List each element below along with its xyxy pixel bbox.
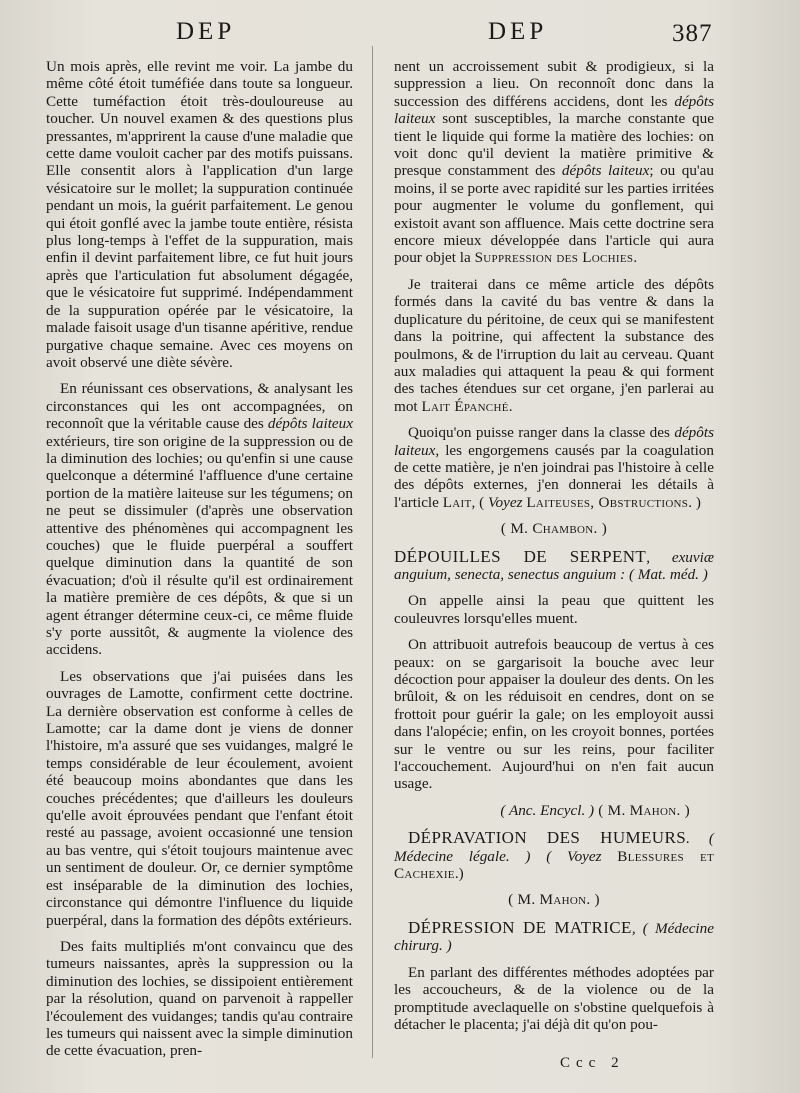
author-signature: ( Anc. Encycl. ) ( M. Mahon. ) [500,801,690,819]
cross-reference: Suppression des Lochies [474,249,634,267]
page-number: 387 [672,20,713,47]
right-column [394,58,714,1069]
italic-term: dépôts laiteux [561,162,650,180]
headword: DÉPRESSION DE MATRICE [408,917,632,937]
headword: DÉPRAVATION DES HUMEURS [408,828,687,848]
column-rule [372,46,373,1058]
headword: DÉPOUILLES DE SERPENT [394,546,647,566]
paragraph: Quoiqu'on puisse ranger dans la classe des dépôts laiteux, les engorgemens causés par la coagulation de cette matière, je n'en joindrai pas l'histoire à celle des dépôts externes, j'en donnerai les détails à l'article Lait, ( Voyez Laiteuses, Obstructions. ) [394,424,714,511]
paragraph: nent un accroissement subit & prodigieux, si la suppression a lieu. On reconnoît donc dans la succession des différens accidens, dont les dépôts laiteux sont susceptibles, la marche constante que tient le liquide qui forme la matière des lochies: on voit donc qu'il devient la matière primitive & presque constamment des dépôts laiteux; ou qu'au moins, il se porte avec rapidité sur les parties irritées pour augmenter le volume du gonflement, qui existoit avant son affluence. Mais cette doctrine sera encore mieux développée dans l'article qui aura pour objet la Suppression des Lochies. [394,58,714,267]
paragraph: Je traiterai dans ce même article des dépôts formés dans la cavité du bas ventre & dans la duplicature du péritoine, de ceux qui se manifestent dans la poitrine, qui affectent la substance des poulmons, & de l'irruption du lait au cerveau. Quant aux maladies qui attaquent la peau & qui forment des taches étendues sur cet organe, j'en parlerai au mot Lait Épanché. [394,275,714,415]
author-signature: ( M. Chambon. ) [500,520,608,538]
italic-term: dépôts laiteux [267,415,353,433]
paragraph: On attribuoit autrefois beaucoup de vertus à ces peaux: on se gargarisoit la bouche avec leur décoction pour appaiser la douleur des dents. On les brûloit, & on les réduisoit en cendres, dont on se frottoit pour guérir la gale; on les employoit aussi dans l'alopécie; enfin, on les croyoit bonnes, portées sur le ventre ou sur les reins, pour faciliter l'accouchement. Aujourd'hui on n'en fait aucun usage. [394,636,714,793]
signature-mark: Ccc 2 [560,1055,625,1071]
cross-reference: Laiteuses, Obstructions [526,493,689,511]
entry-heading: DÉPRESSION DE MATRICE, ( Médecine chirurg. ) [394,917,714,955]
running-head [0,18,800,54]
paragraph: On appelle ainsi la peau que quittent les couleuvres lorsqu'elles muent. [394,592,714,627]
paragraph: Les observations que j'ai puisées dans les ouvrages de Lamotte, confirment cette doctrine. La dernière observation est conforme à celles de Lamotte; car la dame dont je viens de donner l'histoire, m'a assuré que ses vuidanges, malgré le temps considérable de leur écoulement, avoient été beaucoup moins abondantes que dans les couches précédentes; que d'ailleurs les douleurs qu'elle avoit éprouvées pendant que l'enfant étoit resté au passage, avoient occasionné une tension au bas ventre, qui s'étoit toujours maintenue avec un sentiment de douleur. Or, ce dernier symptôme est inséparable de la diminution des lochies, circonstance qui démontre l'influence du liquide puerpéral, dans la formation des dépôts extérieurs. [46,667,353,929]
left-column [46,58,353,1069]
italic-term: dépôts laiteux [394,92,714,128]
running-head-left: DEP [176,18,236,45]
running-head-right: DEP [488,18,548,45]
cross-reference: Lait Épanché [421,397,509,415]
entry-heading: DÉPOUILLES DE SERPENT, exuviæ anguium, senecta, senectus anguium : ( Mat. méd. ) [394,546,714,583]
paragraph: Des faits multipliés m'ont convaincu que des tumeurs naissantes, après la suppression ou la diminution des lochies, se dissipoient entièrement par la résolution, quand on parvenoit à rappeller l'écoulement des vuidanges; tandis qu'au contraire les tumeurs qui naissent avec la simple diminution de cette évacuation, pren- [46,937,353,1060]
latin-names: exuviæ anguium, senecta, senectus anguium [394,548,714,583]
paragraph: En réunissant ces observations, & analysant les circonstances qui les ont accompagnées, on reconnoît que la véritable cause des dépôts laiteux extérieurs, tire son origine de la suppression ou de la diminution des lochies; ou qu'enfin si une cause quelconque a déterminé l'affluence d'une certaine portion de la matière laiteuse sur les tégumens; on ne peut se dissimuler (d'après une observation attentive des phénomènes qui accompagnent les couches) que le fluide puerpéral a souffert quelque diminution dans la quantité de son évacuation; d'où il résulte qu'il est ordinairement la matière première de ces dépôts, & que si un agent étranger détermine ceux-ci, ce même fluide s'y porte aussitôt, & augmente la violence des accidens. [46,380,353,659]
paragraph: Un mois après, elle revint me voir. La jambe du même côté étoit tuméfiée dans toute sa longueur. Cette tuméfaction étoit très-douloureuse au toucher. Un nouvel examen & des questions plus pressantes, m'apprirent la cause d'une maladie que cette dame vouloit cacher par des motifs puissans. Elle consentit alors à l'application d'un large vésicatoire sur le mollet; la suppuration continuée pendant un mois, la guérit parfaitement. Le genou qui étoit gonflé avec la jambe toute entière, résista plus long-temps à l'effet de la suppuration, mais enfin il devint parfaitement libre, ce fut huit jours après que l'articulation fut absolument dégagée, que le vésicatoire fut supprimé. Indépendamment de la suppuration opérée par le vésicatoire, la malade faisoit usage d'un tisanne apéritive, rendue purgative chaque semaine. Avec ces moyens on avoit observé une diète sévère. [46,58,353,371]
cross-reference: Lait [442,493,472,511]
paragraph: En parlant des différentes méthodes adoptées par les accoucheurs, & de la violence ou de la promptitude aveclaquelle on s'obstine quelquefois à détacher le placenta; j'ai déjà dit qu'on pou- [394,963,714,1033]
author-signature: ( M. Mahon. ) [508,891,600,909]
italic-term: dépôts laiteux [394,424,714,459]
cross-reference: Blessures et Cachexie [394,847,714,883]
entry-heading: DÉPRAVATION DES HUMEURS. ( Médecine légale. ) ( Voyez Blessures et Cachexie.) [394,828,714,883]
